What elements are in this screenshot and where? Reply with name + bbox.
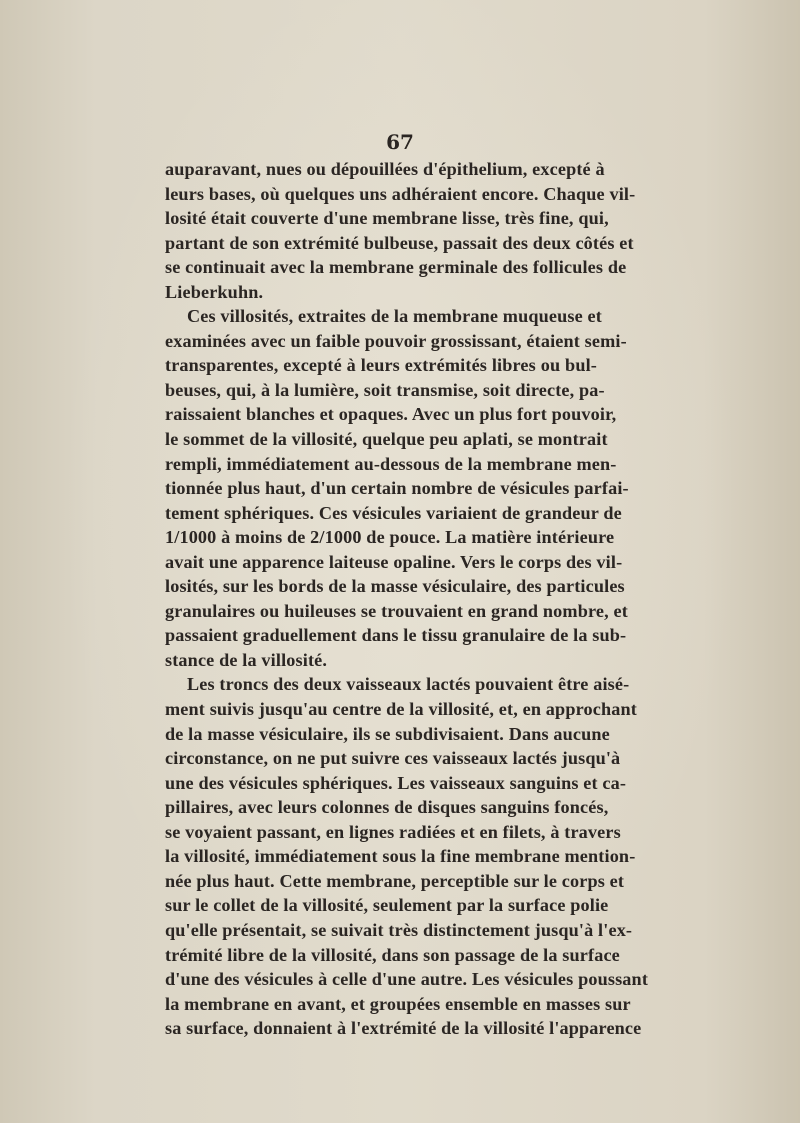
- text-line: la villosité, immédiatement sous la fine membrane mention-: [165, 846, 636, 867]
- text-line: Ces villosités, extraites de la membrane muqueuse et: [187, 306, 602, 327]
- text-line: sa surface, donnaient à l'extrémité de la villosité l'apparence: [165, 1018, 642, 1039]
- text-line: se continuait avec la membrane germinale des follicules de: [165, 257, 627, 278]
- text-line: sur le collet de la villosité, seulement par la surface polie: [165, 895, 609, 916]
- text-line: la membrane en avant, et groupées ensemble en masses sur: [165, 993, 631, 1014]
- text-line: tionnée plus haut, d'un certain nombre de vésicules parfai-: [165, 478, 629, 499]
- body-text: [165, 157, 649, 1041]
- text-line: d'une des vésicules à celle d'une autre. Les vésicules poussant: [165, 969, 649, 990]
- text-line: losité était couverte d'une membrane lisse, très fine, qui,: [165, 208, 609, 229]
- text-line: Les troncs des deux vaisseaux lactés pouvaient être aisé-: [187, 674, 630, 695]
- text-line: examinées avec un faible pouvoir grossissant, étaient semi-: [165, 330, 627, 351]
- text-line: auparavant, nues ou dépouillées d'épithelium, excepté à: [165, 159, 605, 179]
- text-line: de la masse vésiculaire, ils se subdivisaient. Dans aucune: [165, 723, 610, 744]
- text-line: ment suivis jusqu'au centre de la villosité, et, en approchant: [165, 699, 637, 720]
- text-line: partant de son extrémité bulbeuse, passait des deux côtés et: [165, 232, 634, 253]
- text-line: losités, sur les bords de la masse vésiculaire, des particules: [165, 576, 625, 597]
- text-line: le sommet de la villosité, quelque peu aplati, se montrait: [165, 429, 608, 450]
- text-line: 1/1000 à moins de 2/1000 de pouce. La matière intérieure: [165, 527, 615, 548]
- text-line: pillaires, avec leurs colonnes de disques sanguins foncés,: [165, 797, 609, 818]
- text-line: tement sphériques. Ces vésicules variaient de grandeur de: [165, 502, 622, 523]
- text-line: stance de la villosité.: [165, 649, 328, 670]
- text-line: beuses, qui, à la lumière, soit transmise, soit directe, pa-: [165, 379, 605, 400]
- text-line: qu'elle présentait, se suivait très distinctement jusqu'à l'ex-: [165, 919, 633, 940]
- text-line: granulaires ou huileuses se trouvaient en grand nombre, et: [165, 600, 628, 621]
- text-line: trémité libre de la villosité, dans son passage de la surface: [165, 944, 620, 965]
- text-line: passaient graduellement dans le tissu granulaire de la sub-: [165, 625, 627, 646]
- text-line: avait une apparence laiteuse opaline. Vers le corps des vil-: [165, 551, 623, 572]
- text-line: née plus haut. Cette membrane, perceptible sur le corps et: [165, 870, 625, 891]
- page-number: 67: [386, 130, 414, 154]
- text-line: se voyaient passant, en lignes radiées et en filets, à travers: [165, 821, 621, 842]
- text-line: rempli, immédiatement au-dessous de la membrane men-: [165, 453, 617, 474]
- text-line: raissaient blanches et opaques. Avec un plus fort pouvoir,: [165, 404, 617, 425]
- text-line: Lieberkuhn.: [165, 281, 264, 302]
- text-line: circonstance, on ne put suivre ces vaisseaux lactés jusqu'à: [165, 748, 621, 769]
- text-line: transparentes, excepté à leurs extrémités libres ou bul-: [165, 355, 597, 376]
- text-line: leurs bases, où quelques uns adhéraient encore. Chaque vil-: [165, 183, 636, 204]
- text-line: une des vésicules sphériques. Les vaisseaux sanguins et ca-: [165, 772, 627, 793]
